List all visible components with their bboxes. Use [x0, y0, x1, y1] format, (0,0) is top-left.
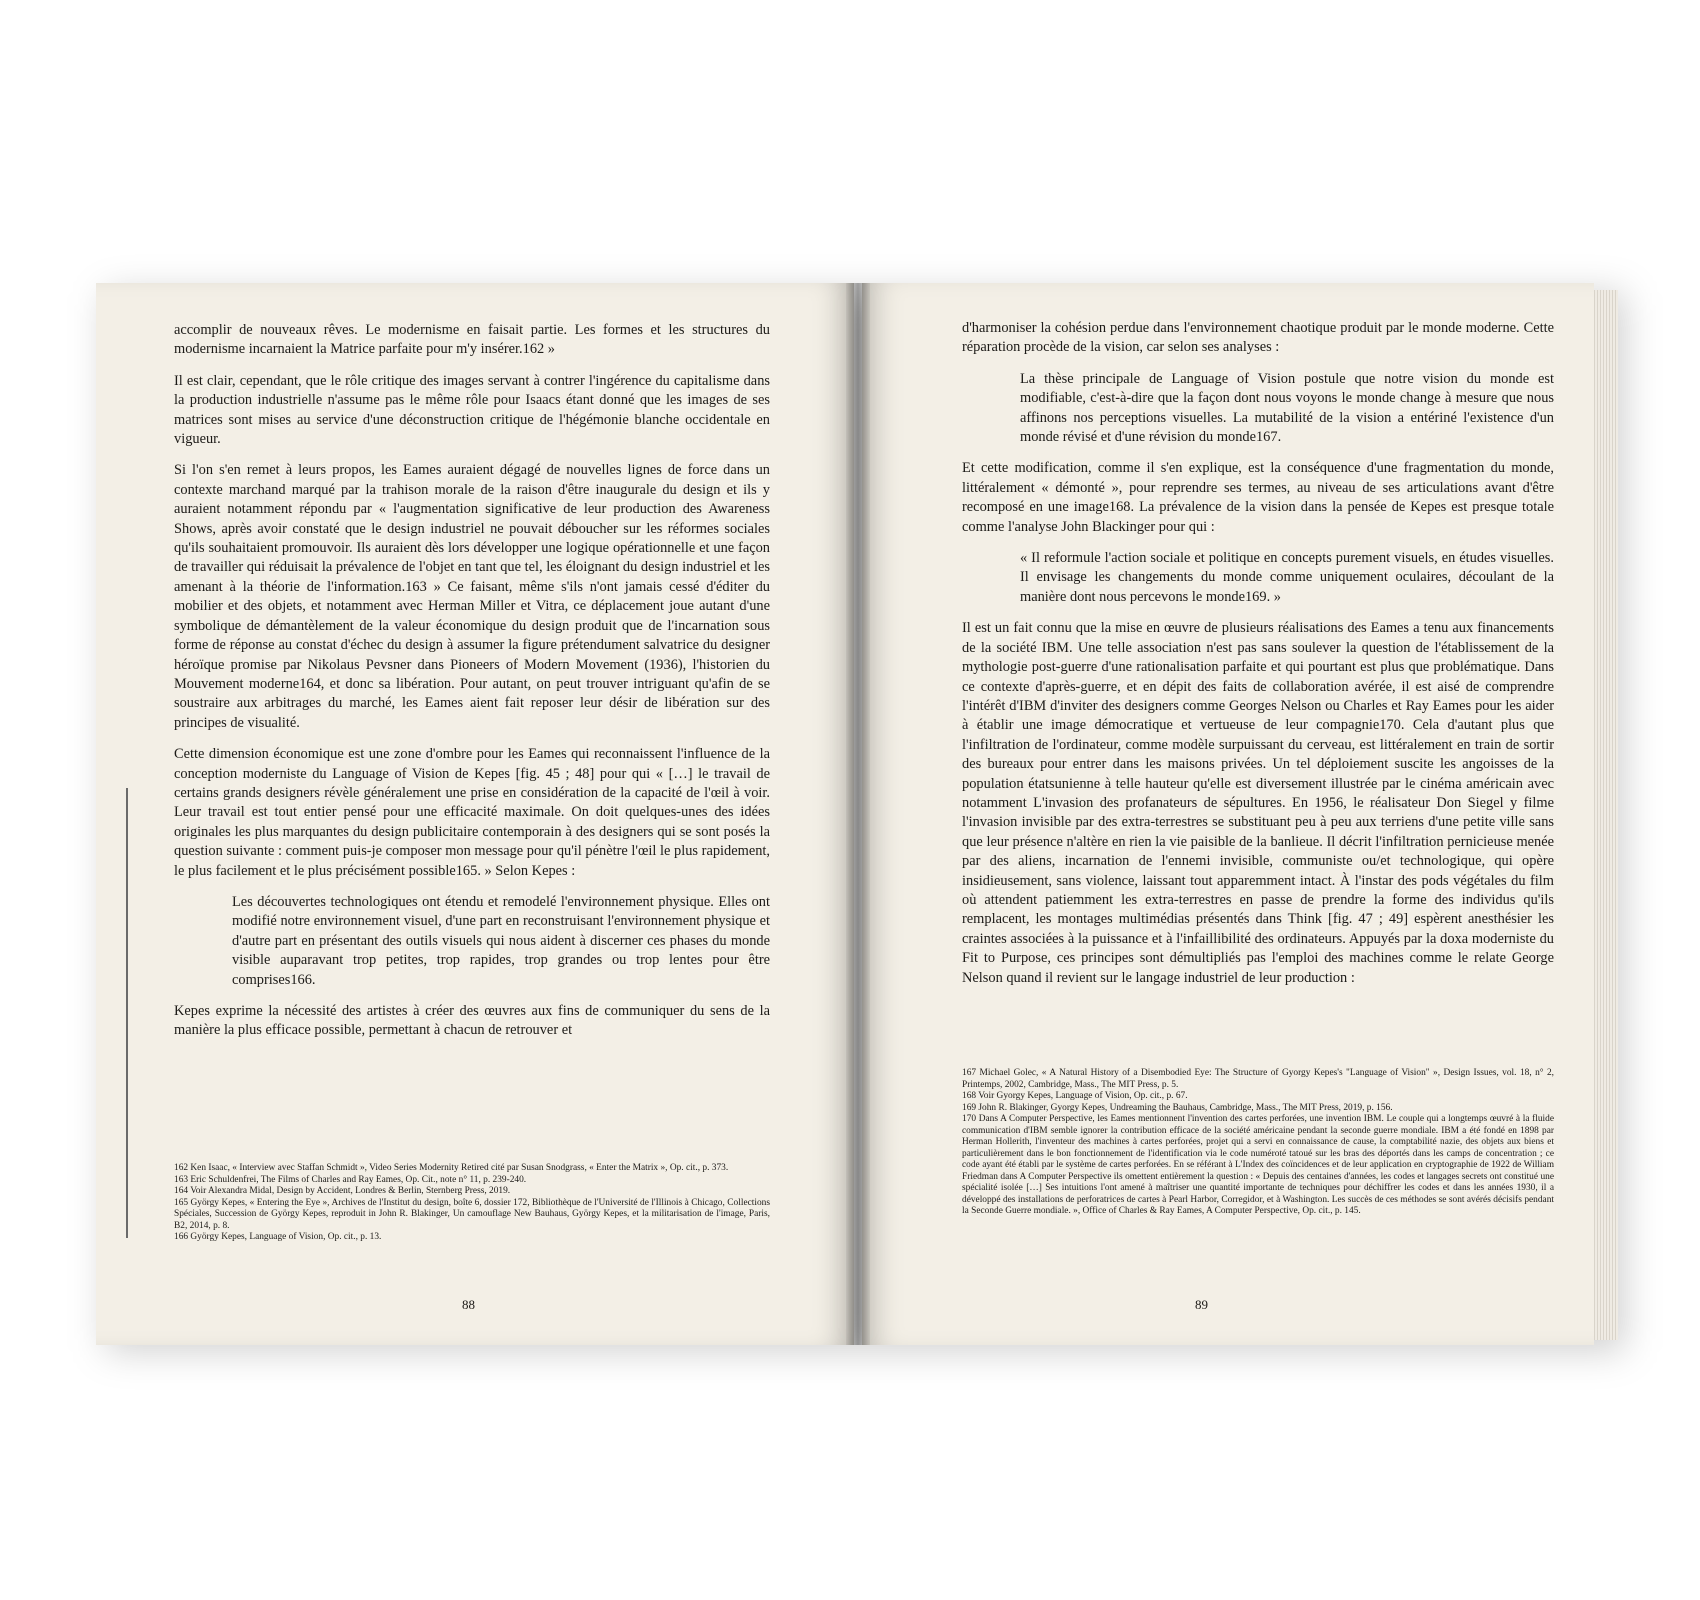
page-number: 89 — [1195, 1297, 1208, 1312]
body-paragraph: Il est clair, cependant, que le rôle critique des images servant à contrer l'ingérence du capitalisme dans la production industrielle n'assume pas le même rôle pour Isaacs étant donné que les images de ses matrices sont mises au service d'une déconstruction critique de l'hégémonie blanche occidentale en vigueur. — [174, 372, 770, 448]
book-gutter — [846, 283, 870, 1345]
body-paragraph: Cette dimension économique est une zone d'ombre pour les Eames qui reconnaissent l'influence de la conception moderniste du Language of Vision de Kepes [fig. 45 ; 48] pour qui « […] le travail de certains grands designers révèle généralement une prise en considération de la capacité de l'œil à voir. Leur travail est tout entier pensé pour une efficacité maximale. On doit quelques-unes des idées originales les plus marquantes du design publicitaire contemporain à des designers qui se sont posés la question suivante : comment puis-je composer mon message pour qu'il pénètre l'œil le plus rapidement, le plus facilement et le plus précisément possible165. » Selon Kepes : — [174, 746, 770, 879]
footnote: 167 Michael Golec, « A Natural History of a Disembodied Eye: The Structure of Gyorgy Kepes's "Language of Vision" », Design Issues, vol. 18, n° 2, Printemps, 2002, Cambridge, Mass., The MIT Press, p. 5. — [962, 1068, 1554, 1090]
right-body-text — [962, 319, 1554, 988]
footnote: 166 György Kepes, Language of Vision, Op. cit., p. 13. — [174, 1232, 382, 1242]
left-page — [96, 283, 854, 1345]
body-paragraph: Si l'on s'en remet à leurs propos, les Eames auraient dégagé de nouvelles lignes de force dans un contexte marchand marqué par la trahison morale de la raison d'être inaugurale du design et ils y auraient notamment répondu par « l'augmentation significative de leur production des Awareness Shows, après avoir constaté que le design industriel ne pouvait déboucher sur les réformes sociales qu'ils souhaitaient promouvoir. Ils auraient dès lors développer une logique opérationnelle et une façon de travailler qui réduisait la prévalence de l'objet en tant que tel, les éloignant du design industriel et les amenant à la théorie de l'information.163 » Ce faisant, même s'ils n'ont jamais cessé d'éditer du mobilier et des objets, et notamment avec Herman Miller et Vitra, ce déplacement joue autant d'une symbolique de démantèlement de la valeur économique du design produit que de l'incarnation sous forme de réponse au constat d'échec du design à assumer la figure prétendument salvatrice du designer héroïque promise par Nikolaus Pevsner dans Pioneers of Modern Movement (1936), l'historien du Mouvement moderne164, et donc sa libération. Pour autant, on peut trouver intriguant qu'afin de se soustraire aux arbitrages du marché, les Eames aient fait reposer leur désir de libération sur des principes de visualité. — [174, 462, 771, 731]
body-paragraph: d'harmoniser la cohésion perdue dans l'environnement chaotique produit par le monde moderne. Cette réparation procède de la vision, car selon ses analyses : — [962, 320, 1554, 356]
footnote: 170 Dans A Computer Perspective, les Eames mentionnent l'invention des cartes perforées, une invention IBM. Le couple qui a longtemps œuvré à la fluide communication d'IBM semble ignorer la contribution efficace de la société américaine pendant la seconde guerre mondiale. IBM a été fondé en 1898 par Herman Hollerith, l'inventeur des machines à cartes perforées, projet qui a servi en connaissance de cause, la comptabilité nazie, des objets aux biens et particulièrement dans le bon fonctionnement de l'identification via le code numéroté tatoué sur les bras des déportés dans les camps de concentration ; ce code ayant été établi par le système de cartes perforées. En se référant à L'Index des coïncidences et de leur application en cryptographie de 1922 de William Friedman dans A Computer Perspective ils omettent entièrement la question : « Depuis des centaines d'années, les codes et langages secrets ont constitué une spécialité isolée […] Ses intuitions l'ont amené à maîtriser une quantité importante de techniques pour déchiffrer les codes et dans les années 1930, il a développé des installations de perforatrices de cartes à Pearl Harbor, Corregidor, et à Washington. Les succès de ces méthodes se sont avérés décisifs pendant la Seconde Guerre mondiale. », Office of Charles & Ray Eames, A Computer Perspective, Op. cit., p. 145. — [962, 1114, 1554, 1216]
footnote: 168 Voir Gyorgy Kepes, Language of Vision, Op. cit., p. 67. — [962, 1091, 1188, 1101]
footnote: 163 Eric Schuldenfrei, The Films of Charles and Ray Eames, Op. Cit., note n° 11, p. 239-240. — [174, 1174, 527, 1185]
right-footnotes — [962, 1068, 1554, 1218]
page-number: 88 — [462, 1297, 475, 1312]
footnote: 164 Voir Alexandra Midal, Design by Accident, Londres & Berlin, Sternberg Press, 2019. — [174, 1186, 511, 1196]
footnote: 162 Ken Isaac, « Interview avec Staffan Schmidt », Video Series Modernity Retired cité par Susan Snodgrass, « Enter the Matrix », Op. cit., p. 373. — [174, 1163, 729, 1173]
body-paragraph: accomplir de nouveaux rêves. Le modernisme en faisait partie. Les formes et les structures du modernisme incarnaient la Matrice parfaite pour m'y insérer.162 » — [174, 322, 770, 358]
block-quote: La thèse principale de Language of Vision postule que notre vision du monde est modifiable, c'est-à-dire que la façon dont nous voyons le monde change à mesure que nous affinons nos perceptions visuelles. La mutabilité de la vision a entériné l'existence d'un monde révisé et d'une révision du monde167. — [1020, 370, 1554, 446]
right-page — [862, 283, 1594, 1345]
left-body-text — [174, 321, 770, 1041]
page-edges — [1594, 290, 1618, 1340]
body-paragraph: Et cette modification, comme il s'en explique, est la conséquence d'une fragmentation du monde, littéralement « démonté », pour reprendre ses termes, au niveau de ses articulations avant d'être recomposé en une image168. La prévalence de la vision dans la pensée de Kepes est presque totale comme l'analyse John Blackinger pour qui : — [962, 460, 1554, 535]
block-quote: Les découvertes technologiques ont étendu et remodelé l'environnement physique. Elles ont modifié notre environnement visuel, d'une part en reconstruisant l'environnement physique et d'autre part en présentant des outils visuels qui nous aident à discerner ces phases du monde visible auparavant trop petites, trop rapides, trop grandes ou trop lentes pour être comprises166. — [232, 893, 770, 988]
footnote: 169 John R. Blakinger, Gyorgy Kepes, Undreaming the Bauhaus, Cambridge, Mass., The MIT Press, 2019, p. 156. — [962, 1102, 1393, 1113]
body-paragraph: Il est un fait connu que la mise en œuvre de plusieurs réalisations des Eames a tenu aux financements de la société IBM. Une telle association n'est pas sans soulever la question de l'établissement de la mythologie post-guerre d'une rationalisation parfaite et qui pourtant est plus que problématique. Dans ce contexte d'après-guerre, et en dépit des faits de collaboration avérée, il est aisé de comprendre l'intérêt d'IBM d'inviter des designers comme Georges Nelson ou Charles et Ray Eames pour les aider à établir une image démocratique et vertueuse de leur compagnie170. Cela d'autant plus que l'infiltration de l'ordinateur, comme modèle surpuissant du cerveau, est littéralement en train de sortir des bureaux pour entrer dans les maisons privées. Un tel déploiement suscite les angoisses de la population étatsunienne à telle hauteur qu'elle est diversement illustrée par le cinéma américain avec notamment L'invasion des profanateurs de sépultures. En 1956, le réalisateur Don Siegel y filme l'invasion invisible par des extra-terrestres se substituant peu à peu aux terriens d'une petite ville sans que leur présence n'altère en rien la vie paisible de la banlieue. Il décrit l'infiltration pernicieuse menée par des aliens, incarnation de l'ennemi invisible, communiste ou/et technologique, qui opère insidieusement, sans violence, laissant tout apparemment intact. À l'instar des pods végétales du film où attendent patiemment les extra-terrestres en passe de prendre la forme des individus qu'ils remplacent, les montages multimédias présentés dans Think [fig. 47 ; 49] espèrent anesthésier les craintes associées à la puissance et à l'infaillibilité des ordinateurs. Appuyés par la doxa moderniste du Fit to Purpose, ces principes sont démultipliés pas l'emploi des machines comme le relate George Nelson quand il revient sur le langage industriel de leur production : — [962, 620, 1554, 986]
margin-rule — [126, 788, 128, 1238]
block-quote: « Il reformule l'action sociale et politique en concepts purement visuels, en études visuelles. Il envisage les changements du monde comme uniquement oculaires, découlant de la manière dont nous percevons le monde169. » — [1020, 550, 1554, 605]
footnote: 165 György Kepes, « Entering the Eye », Archives de l'Institut du design, boîte 6, dossier 172, Bibliothèque de l'Université de l'Illinois à Chicago, Collections Spéciales, Succession de György Kepes, reproduit in John R. Blakinger, Un camouflage New Bauhaus, György Kepes, et la militarisation de l'image, Paris, B2, 2014, p. 8. — [174, 1197, 770, 1231]
left-footnotes — [174, 1163, 770, 1244]
body-paragraph: Kepes exprime la nécessité des artistes à créer des œuvres aux fins de communiquer du sens de la manière la plus efficace possible, permettant à chacun de retrouver et — [174, 1003, 770, 1039]
